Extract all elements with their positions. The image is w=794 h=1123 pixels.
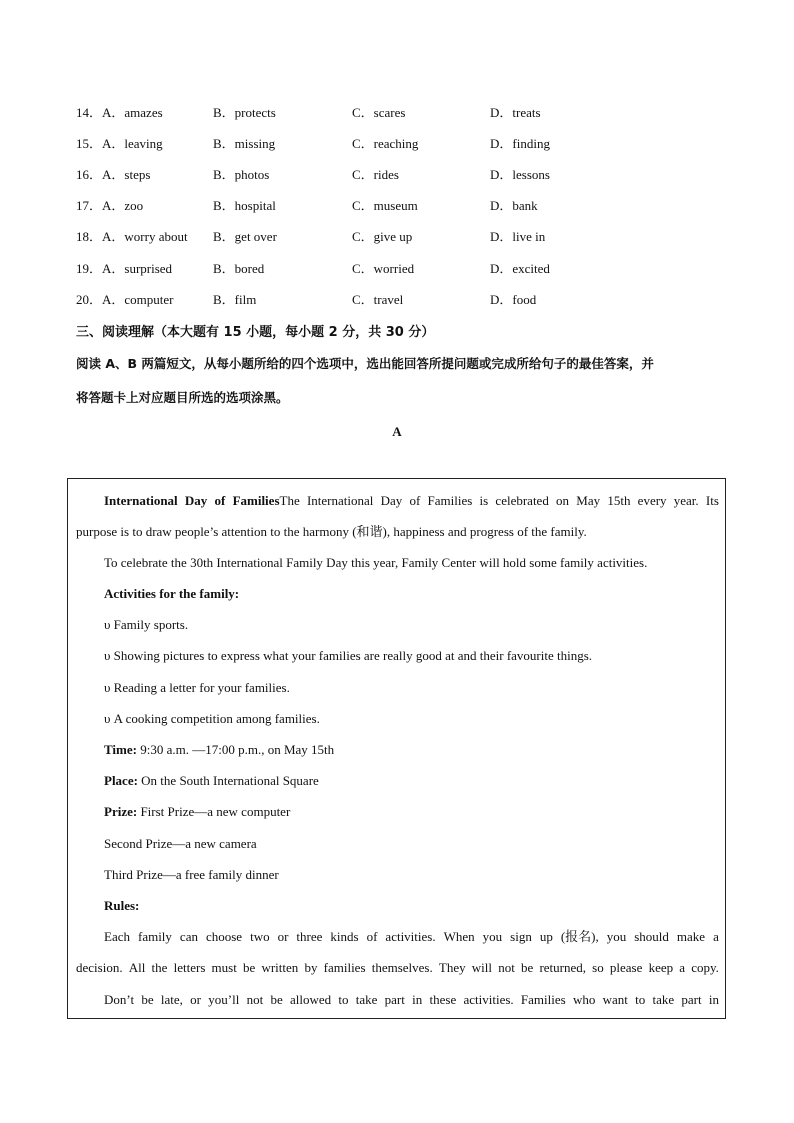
- word: Don’t: [104, 992, 135, 1007]
- section-instructions: [76, 347, 720, 415]
- word: every: [637, 493, 667, 508]
- passage-celebrate-line: To celebrate the 30th International Family Day this year, Family Center will hold some family activities.: [104, 555, 648, 570]
- word: should: [634, 929, 669, 944]
- word: in: [708, 992, 719, 1007]
- word: kinds: [330, 929, 359, 944]
- activity-item: υ A cooking competition among families.: [104, 711, 320, 726]
- question-number: 18．A．worry about: [76, 229, 188, 244]
- word: choose: [205, 929, 243, 944]
- word: FamiliesThe: [232, 493, 300, 508]
- word: in: [412, 992, 423, 1007]
- question-number: 16．A．steps: [76, 167, 151, 182]
- word: letters: [173, 960, 206, 975]
- word: these: [429, 992, 457, 1007]
- option-d: D．excited: [490, 261, 550, 276]
- passage-intro-line-2: purpose is to draw people’s attention to the harmony (和谐), happiness and progress of the family.: [76, 524, 587, 539]
- place-value: On the South International Square: [137, 773, 319, 788]
- word: Families: [520, 992, 566, 1007]
- word: written: [261, 960, 299, 975]
- option-d: D．live in: [490, 229, 546, 244]
- word: Each: [104, 929, 130, 944]
- word: want: [602, 992, 628, 1007]
- word: activities.: [385, 929, 436, 944]
- word: not: [246, 992, 264, 1007]
- question-number: 20．A．computer: [76, 292, 174, 307]
- option-d: D．bank: [490, 198, 538, 213]
- word: be: [520, 960, 534, 975]
- option-c: C．reaching: [352, 136, 419, 151]
- word: family: [137, 929, 172, 944]
- time-line: [104, 740, 334, 760]
- word: must: [211, 960, 237, 975]
- word: three: [296, 929, 323, 944]
- word: so: [592, 960, 604, 975]
- word: to: [635, 992, 646, 1007]
- question-number: 19．A．surprised: [76, 261, 173, 276]
- word: year.: [673, 493, 699, 508]
- word: part: [384, 992, 405, 1007]
- option-b: B．get over: [213, 229, 277, 244]
- option-d: D．finding: [490, 136, 550, 151]
- word: take: [355, 992, 378, 1007]
- word: returned,: [539, 960, 586, 975]
- option-d: D．food: [490, 292, 537, 307]
- question-number: 14．A．amazes: [76, 105, 163, 120]
- passage-label: A: [392, 424, 402, 439]
- time-value: 9:30 a.m. —17:00 p.m., on May 15th: [136, 742, 335, 757]
- word: a: [713, 929, 719, 944]
- prize-label: Prize:: [104, 804, 138, 819]
- word: decision.: [76, 960, 123, 975]
- activities-heading: Activities for the family:: [104, 586, 240, 601]
- word: When: [443, 929, 475, 944]
- word: not: [498, 960, 515, 975]
- activity-item: υ Family sports.: [104, 617, 189, 632]
- word: families: [323, 960, 366, 975]
- word: the: [151, 960, 168, 975]
- prize-line: [104, 802, 290, 822]
- word: please: [609, 960, 643, 975]
- word: keep: [648, 960, 674, 975]
- word: activities.: [463, 992, 514, 1007]
- word: celebrated: [495, 493, 549, 508]
- word: themselves.: [371, 960, 433, 975]
- word: by: [304, 960, 318, 975]
- word: is: [479, 493, 489, 508]
- word: Day: [184, 493, 208, 508]
- rules-line-1: [104, 927, 719, 947]
- word: late,: [160, 992, 183, 1007]
- word: allowed: [289, 992, 332, 1007]
- option-b: B．missing: [213, 136, 276, 151]
- option-c: C．rides: [352, 167, 399, 182]
- word: Its: [705, 493, 719, 508]
- word: up: [539, 929, 553, 944]
- option-b: B．film: [213, 292, 257, 307]
- word: be: [141, 992, 154, 1007]
- word: of: [409, 493, 421, 508]
- word: take: [652, 992, 675, 1007]
- activity-item: υ Reading a letter for your families.: [104, 680, 290, 695]
- prize-third: Third Prize—a free family dinner: [104, 867, 279, 882]
- option-b: B．bored: [213, 261, 265, 276]
- option-c: C．give up: [352, 229, 413, 244]
- section-heading: 三、阅读理解（本大题有 15 小题，每小题 2 分，共 30 分）: [76, 325, 435, 340]
- instructions-line-1: 阅读 A、B 两篇短文，从每小题所给的四个选项中，选出能回答所提问题或完成所给句子的最佳答案，并: [76, 356, 654, 371]
- word: be: [243, 960, 256, 975]
- option-b: B．hospital: [213, 198, 276, 213]
- activity-item: υ Showing pictures to express what your families are really good at and their favourite things.: [104, 648, 593, 663]
- word: Families: [427, 493, 473, 508]
- word: They: [438, 960, 466, 975]
- word: on: [556, 493, 570, 508]
- word: two: [250, 929, 270, 944]
- word: copy.: [691, 960, 719, 975]
- rules-line-2: [76, 958, 719, 978]
- word: to: [338, 992, 349, 1007]
- passage-intro-line-1: [104, 491, 719, 511]
- word: International: [104, 493, 178, 508]
- option-c: C．scares: [352, 105, 406, 120]
- word: of: [366, 929, 378, 944]
- question-number: 17．A．zoo: [76, 198, 144, 213]
- word: May: [576, 493, 601, 508]
- word: Day: [380, 493, 403, 508]
- option-b: B．protects: [213, 105, 276, 120]
- passage-box: [67, 478, 726, 1019]
- instructions-line-2: 将答题卡上对应题目所选的选项涂黑。: [76, 390, 289, 405]
- word: sign: [510, 929, 532, 944]
- place-label: Place:: [104, 773, 138, 788]
- place-line: [104, 771, 319, 791]
- word: can: [179, 929, 198, 944]
- option-c: C．travel: [352, 292, 404, 307]
- option-b: B．photos: [213, 167, 270, 182]
- question-number: 15．A．leaving: [76, 136, 163, 151]
- word: you: [606, 929, 627, 944]
- option-c: C．worried: [352, 261, 415, 276]
- time-label: Time:: [104, 742, 137, 757]
- option-c: C．museum: [352, 198, 418, 213]
- word: make: [676, 929, 706, 944]
- word: International: [306, 493, 374, 508]
- word: or: [277, 929, 289, 944]
- word: All: [128, 960, 146, 975]
- word: (报名),: [560, 929, 599, 944]
- prize-first: First Prize—a new computer: [137, 804, 291, 819]
- word: of: [214, 493, 226, 508]
- word: part: [681, 992, 702, 1007]
- rules-heading: Rules:: [104, 898, 140, 913]
- word: will: [471, 960, 493, 975]
- prize-second: Second Prize—a new camera: [104, 836, 257, 851]
- word: who: [572, 992, 596, 1007]
- word: be: [270, 992, 283, 1007]
- rules-line-3: [104, 990, 719, 1010]
- word: you’ll: [208, 992, 240, 1007]
- option-d: D．lessons: [490, 167, 550, 182]
- word: you: [482, 929, 503, 944]
- word: a: [679, 960, 686, 975]
- word: or: [190, 992, 201, 1007]
- word: 15th: [607, 493, 631, 508]
- option-d: D．treats: [490, 105, 541, 120]
